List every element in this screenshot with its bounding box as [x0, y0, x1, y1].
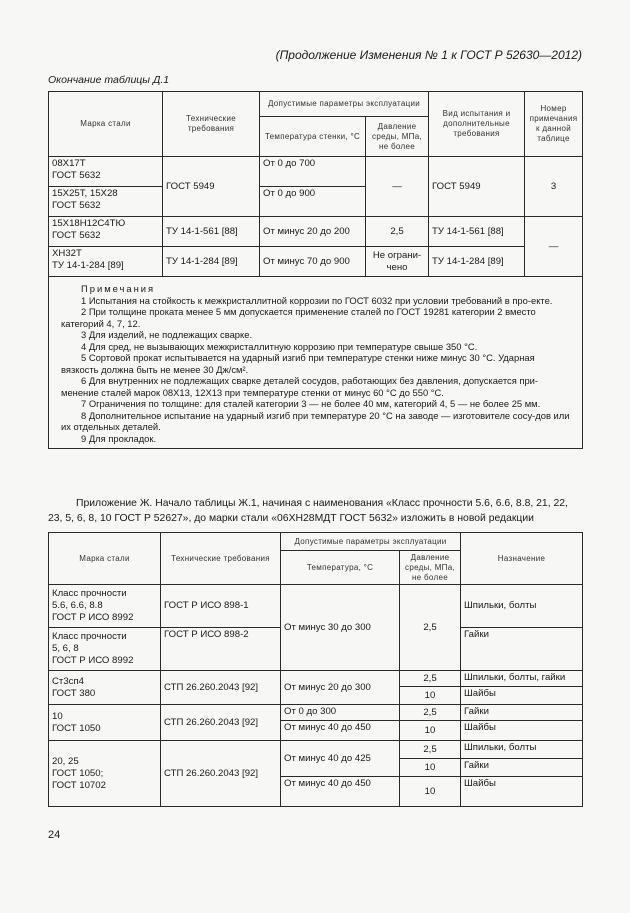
t2-header-tech: Технические требования	[161, 533, 281, 585]
cell-text: Не ограни-	[372, 249, 422, 261]
t1-header-testing: Вид испытания и дополнительные требования	[429, 92, 525, 157]
table-cell: ТУ 14-1-284 [89]	[163, 247, 260, 277]
table-cell: Шпильки, болты	[461, 741, 583, 759]
table-cell: От 0 до 300	[281, 705, 400, 721]
cell-text: 08Х17Т	[52, 158, 86, 169]
appendix-intro-paragraph: Приложение Ж. Начало таблицы Ж.1, начиная с наименования «Класс прочности 5.6, 6.6, 8.8, 21, 22, 23, 5, 6, 8, 10 ГОСТ Р 52627», до марки стали «06ХН28МДТ ГОСТ 5632» изложить в новой редакции	[48, 498, 568, 524]
t2-header-purpose: Назначение	[461, 533, 583, 585]
table-d1	[48, 91, 583, 449]
cell-text: Класс прочности	[52, 588, 127, 599]
page-number: 24	[48, 829, 61, 841]
t2-header-temp: Температура, °С	[281, 551, 400, 585]
table-cell: Гайки	[461, 759, 583, 777]
table-cell	[49, 705, 161, 741]
table-cell: ГОСТ Р ИСО 898-2	[161, 628, 281, 671]
table-cell: 2,5	[400, 585, 461, 671]
table-cell: От 0 до 700	[260, 157, 366, 187]
table-cell: СТП 26.260.2043 [92]	[161, 671, 281, 705]
table-cell: СТП 26.260.2043 [92]	[161, 705, 281, 741]
note-item: 3 Для изделий, не подлежащих сварке.	[81, 329, 253, 340]
cell-text: ГОСТ 5632	[52, 170, 101, 181]
t1-header-tech: Технические требования	[163, 92, 260, 157]
t1-header-params: Допустимые параметры эксплуатации	[260, 92, 429, 117]
note-item: 4 Для сред, не вызывающих межкристаллитную коррозию при температуре свыше 350 °С.	[81, 340, 478, 352]
table-cell: Гайки	[461, 628, 583, 671]
table-cell: Гайки	[461, 705, 583, 721]
table-cell: —	[366, 157, 429, 217]
table-cell	[49, 247, 163, 277]
table-cell: 2,5	[400, 705, 461, 721]
cell-text: Ст3сп4	[52, 675, 84, 687]
table-cell	[49, 157, 163, 187]
notes-title: Примечания	[81, 283, 156, 294]
note-item: 1 Испытания на стойкость к межкристаллитной коррозии по ГОСТ 6032 при условии требований в про-екте.	[81, 294, 553, 306]
table-cell: Шайбы	[461, 777, 583, 807]
table-cell: Шпильки, болты, гайки	[461, 671, 583, 687]
cell-text: ТУ 14-1-284 [89]	[52, 260, 124, 271]
t1-header-grade: Марка стали	[49, 92, 163, 157]
table-cell: ГОСТ Р ИСО 898-1	[161, 585, 281, 628]
table-cell: 10	[400, 687, 461, 705]
table-cell: 10	[400, 777, 461, 807]
note-item: 9 Для прокладок.	[81, 432, 157, 444]
table-cell: От минус 20 до 300	[281, 671, 400, 705]
table-cell: 10	[400, 721, 461, 741]
note-item: 5 Сортовой прокат испытывается на ударный изгиб при температуре стенки ниже минус 30 °С. Ударная вязкость должна быть не менее 30 Дж/см².	[61, 352, 535, 375]
cell-text: 5.6, 6.6, 8.8	[52, 600, 103, 611]
cell-text: чено	[386, 261, 408, 273]
table-cell: От минус 20 до 200	[260, 217, 366, 247]
table-cell: От минус 40 до 425	[281, 741, 400, 777]
cell-text: Класс прочности	[52, 631, 127, 642]
table-cell	[366, 247, 429, 277]
cell-text: ГОСТ 380	[52, 687, 96, 699]
table-cell: 2,5	[400, 741, 461, 759]
t2-header-grade: Марка стали	[49, 533, 161, 585]
table-cell: ТУ 14-1-561 [88]	[163, 217, 260, 247]
table-cell: —	[525, 217, 583, 277]
cell-text: ГОСТ 1050	[52, 722, 101, 734]
table-cell: От минус 40 до 450	[281, 777, 400, 807]
cell-text: ГОСТ 1050;	[52, 767, 104, 779]
t1-header-note-no: Номер примечания к данной таблице	[525, 92, 583, 157]
note-item: 7 Ограничения по толщине: для сталей категории 3 — не более 40 мм, категорий 4, 5 — не более 25 мм.	[81, 398, 541, 409]
t1-header-temp: Температура стенки, °С	[260, 117, 366, 157]
table-cell: От 0 до 900	[260, 187, 366, 217]
table-zh1	[48, 532, 583, 807]
table-cell: Шайбы	[461, 687, 583, 705]
table-cell: СТП 26.260.2043 [92]	[161, 741, 281, 807]
table-cell: ТУ 14-1-561 [88]	[429, 217, 525, 247]
cell-text: 15Х25Т, 15Х28	[52, 188, 118, 199]
cell-text: ГОСТ Р ИСО 8992	[52, 612, 134, 623]
table-cell: 10	[400, 759, 461, 777]
table-cell	[49, 585, 161, 628]
table-cell: ТУ 14-1-284 [89]	[429, 247, 525, 277]
table-cell: От минус 30 до 300	[281, 585, 400, 671]
table-cell: ГОСТ 5949	[429, 157, 525, 217]
note-item: 8 Дополнительное испытание на ударный изгиб при температуре 20 °С на заводе — изготовителе сосу-дов или их отдельных деталей.	[61, 409, 570, 432]
table-cell: Шайбы	[461, 721, 583, 741]
table-cell	[49, 217, 163, 247]
table-cell: От минус 40 до 450	[281, 721, 400, 741]
table-cell: ГОСТ 5949	[163, 157, 260, 217]
cell-text: ГОСТ 10702	[52, 779, 106, 791]
table-cell	[49, 741, 161, 807]
cell-text: ГОСТ Р ИСО 8992	[52, 655, 134, 666]
cell-text: ГОСТ 5632	[52, 200, 101, 211]
table-cell	[49, 187, 163, 217]
cell-text: 15Х18Н12С4ТЮ	[52, 218, 126, 229]
note-item: 6 Для внутренних не подлежащих сварке деталей сосудов, работающих без давления, допускается при-менение сталей марок 08Х13, 12Х13 при температуре стенки от минус 60 °С до 550 °С.	[61, 375, 539, 398]
table-cell	[49, 628, 161, 671]
table-cell: 2,5	[366, 217, 429, 247]
cell-text: ХН32Т	[52, 248, 82, 259]
table-cell: От минус 70 до 900	[260, 247, 366, 277]
table-cell: 3	[525, 157, 583, 217]
t2-header-params: Допустимые параметры эксплуатации	[281, 533, 461, 551]
cell-text: 10	[52, 710, 63, 722]
note-item: 2 При толщине проката менее 5 мм допускается применение сталей по ГОСТ 19281 категории 2 вместо категорий 4, 7, 12.	[61, 306, 536, 329]
cell-text: ГОСТ 5632	[52, 230, 101, 241]
table-cell: 2,5	[400, 671, 461, 687]
t2-header-pressure: Давление среды, МПа, не более	[400, 551, 461, 585]
page-header: (Продолжение Изменения № 1 к ГОСТ Р 52630—2012)	[275, 48, 582, 62]
cell-text: 5, 6, 8	[52, 643, 79, 654]
t1-header-pressure: Давление среды, МПа, не более	[366, 117, 429, 157]
table-cell	[49, 671, 161, 705]
table-cell: Шпильки, болты	[461, 585, 583, 628]
cell-text: 20, 25	[52, 755, 79, 767]
table1-caption: Окончание таблицы Д.1	[48, 74, 170, 86]
notes-cell	[49, 277, 583, 449]
